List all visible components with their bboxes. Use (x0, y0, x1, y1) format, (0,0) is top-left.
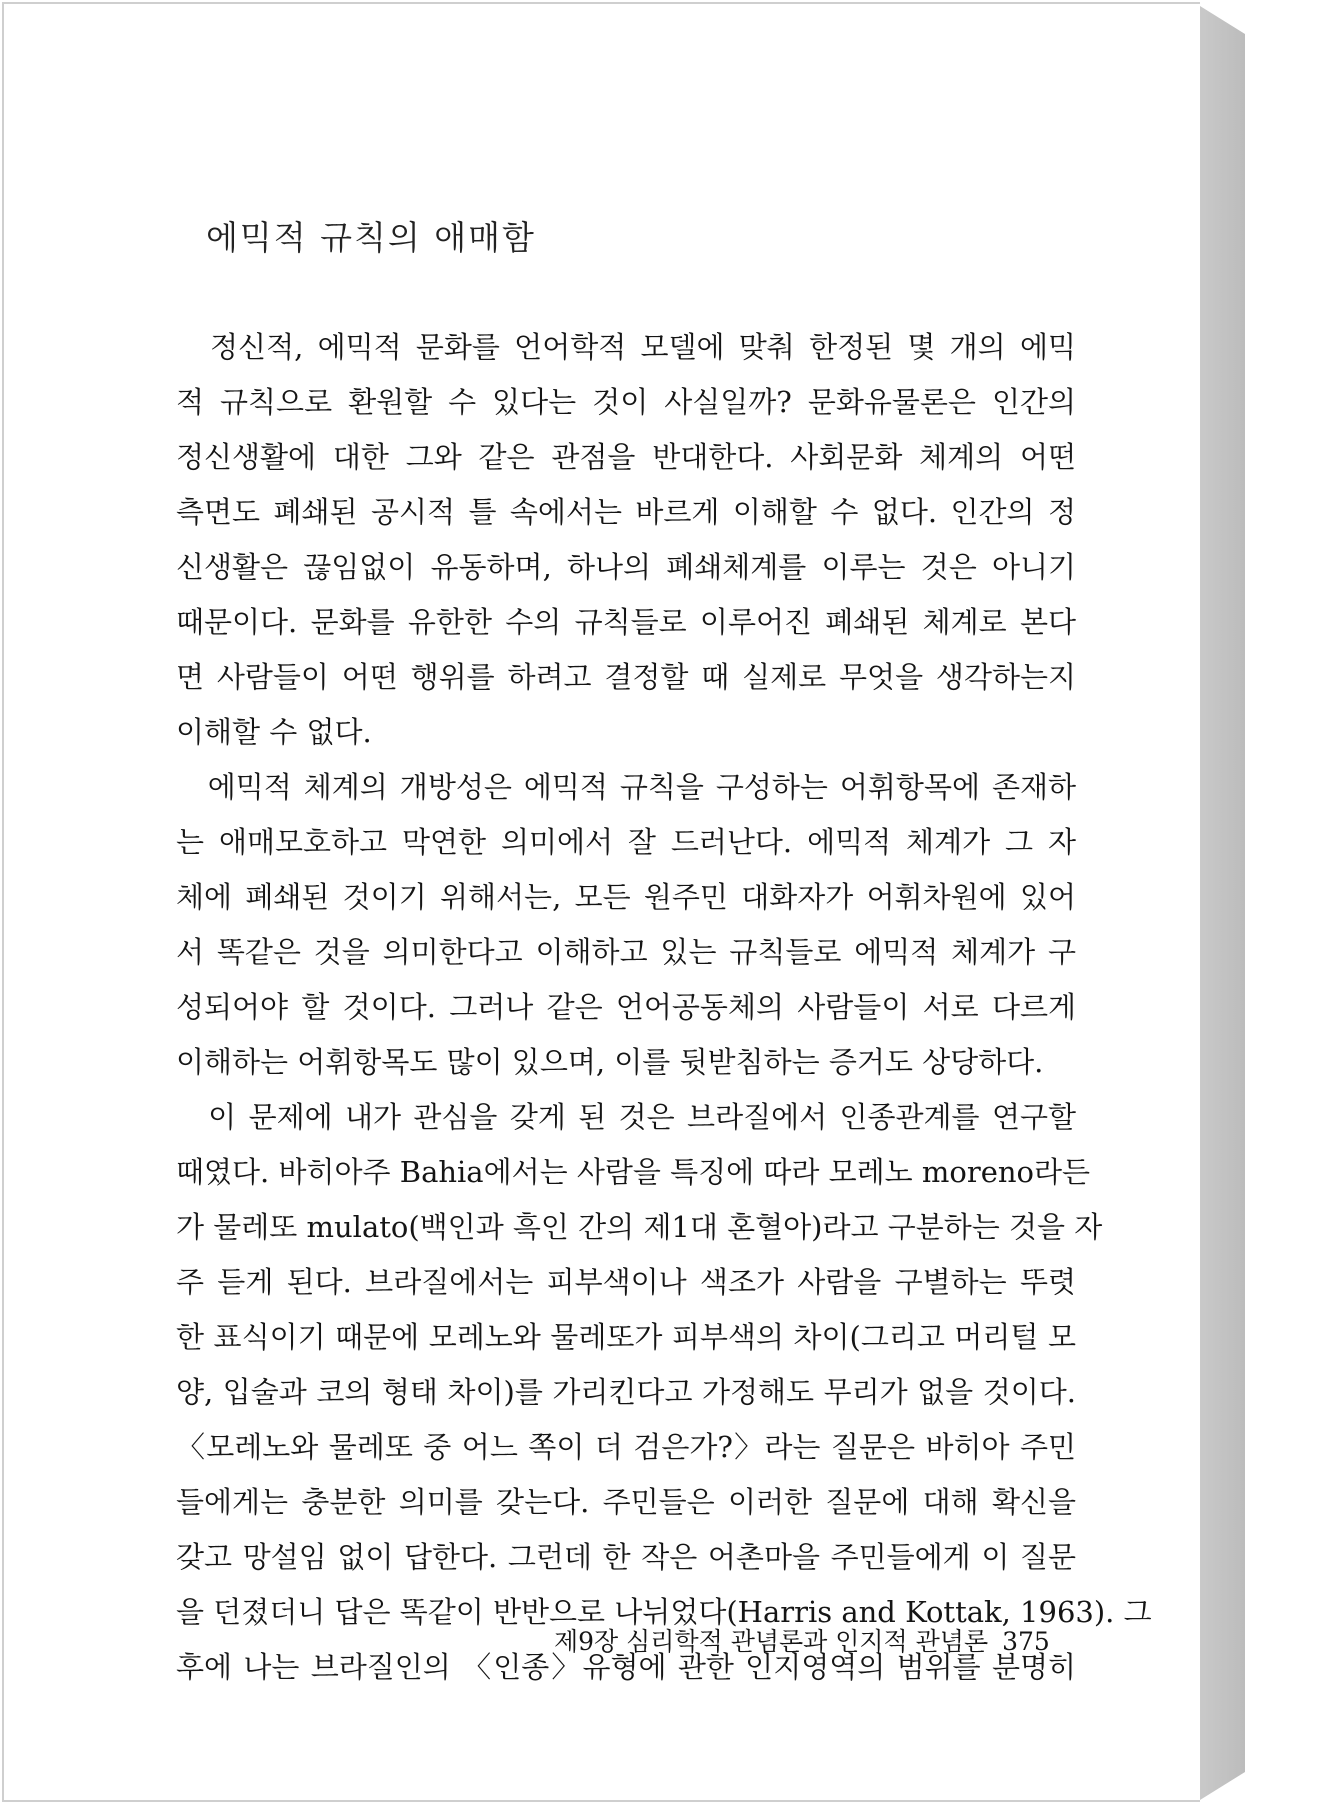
page-number: 375 (1002, 1627, 1050, 1656)
text-line: 성되어야 할 것이다. 그러나 같은 언어공동체의 사람들이 서로 다르게 (176, 990, 1076, 1024)
text-line: 면 사람들이 어떤 행위를 하려고 결정할 때 실제로 무엇을 생각하는지 (176, 660, 1076, 694)
text-line: 이해하는 어휘항목도 많이 있으며, 이를 뒷받침하는 증거도 상당하다. (176, 1045, 1044, 1079)
paragraph-2 (176, 760, 1076, 1090)
text-line: 후에 나는 브라질인의 〈인종〉유형에 관한 인지영역의 범위를 분명히 (176, 1650, 1076, 1684)
text-line: 에믹적 체계의 개방성은 에믹적 규칙을 구성하는 어휘항목에 존재하 (176, 770, 1076, 804)
body-text (176, 320, 1152, 1695)
text-line: 들에게는 충분한 의미를 갖는다. 주민들은 이러한 질문에 대해 확신을 (176, 1485, 1076, 1519)
text-line: 서 똑같은 것을 의미한다고 이해하고 있는 규칙들로 에믹적 체계가 구 (176, 935, 1076, 969)
text-line: 적 규칙으로 환원할 수 있다는 것이 사실일까? 문화유물론은 인간의 (176, 385, 1076, 419)
text-line: 때문이다. 문화를 유한한 수의 규칙들로 이루어진 폐쇄된 체계로 본다 (176, 605, 1076, 639)
text-line: 〈모레노와 물레또 중 어느 쪽이 더 검은가?〉라는 질문은 바히아 주민 (176, 1430, 1076, 1464)
section-heading: 에믹적 규칙의 애매함 (206, 218, 536, 257)
text-line: 이 문제에 내가 관심을 갖게 된 것은 브라질에서 인종관계를 연구할 (176, 1100, 1076, 1134)
text-line: 측면도 폐쇄된 공시적 틀 속에서는 바르게 이해할 수 없다. 인간의 정 (176, 495, 1076, 529)
text-line: 갖고 망설임 없이 답한다. 그런데 한 작은 어촌마을 주민들에게 이 질문 (176, 1540, 1076, 1574)
book-page-edge (1200, 6, 1245, 1800)
running-footer (554, 1622, 1050, 1658)
text-line: 한 표식이기 때문에 모레노와 물레또가 피부색의 차이(그리고 머리털 모 (176, 1320, 1076, 1354)
text-line: 정신생활에 대한 그와 같은 관점을 반대한다. 사회문화 체계의 어떤 (176, 440, 1076, 474)
text-line: 는 애매모호하고 막연한 의미에서 잘 드러난다. 에믹적 체계가 그 자 (176, 825, 1076, 859)
text-line: 때였다. 바히아주 Bahia에서는 사람을 특징에 따라 모레노 moreno라든 (176, 1155, 1091, 1189)
text-line: 이해할 수 없다. (176, 715, 372, 749)
text-line: 가 물레또 mulato(백인과 흑인 간의 제1대 혼혈아)라고 구분하는 것을 자 (176, 1210, 1103, 1244)
paragraph-3 (176, 1090, 1152, 1695)
text-line: 을 던졌더니 답은 똑같이 반반으로 나뉘었다(Harris and Kottak, 1963). 그 (176, 1595, 1152, 1629)
book-page (2, 2, 1200, 1802)
text-line: 정신적, 에믹적 문화를 언어학적 모델에 맞춰 한정된 몇 개의 에믹 (176, 330, 1076, 364)
text-line: 체에 폐쇄된 것이기 위해서는, 모든 원주민 대화자가 어휘차원에 있어 (176, 880, 1076, 914)
paragraph-1 (176, 320, 1076, 760)
text-line: 양, 입술과 코의 형태 차이)를 가리킨다고 가정해도 무리가 없을 것이다. (176, 1375, 1076, 1409)
chapter-title: 제9장 심리학적 관념론과 인지적 관념론 (554, 1627, 989, 1656)
text-line: 주 듣게 된다. 브라질에서는 피부색이나 색조가 사람을 구별하는 뚜렷 (176, 1265, 1076, 1299)
text-line: 신생활은 끊임없이 유동하며, 하나의 폐쇄체계를 이루는 것은 아니기 (176, 550, 1076, 584)
